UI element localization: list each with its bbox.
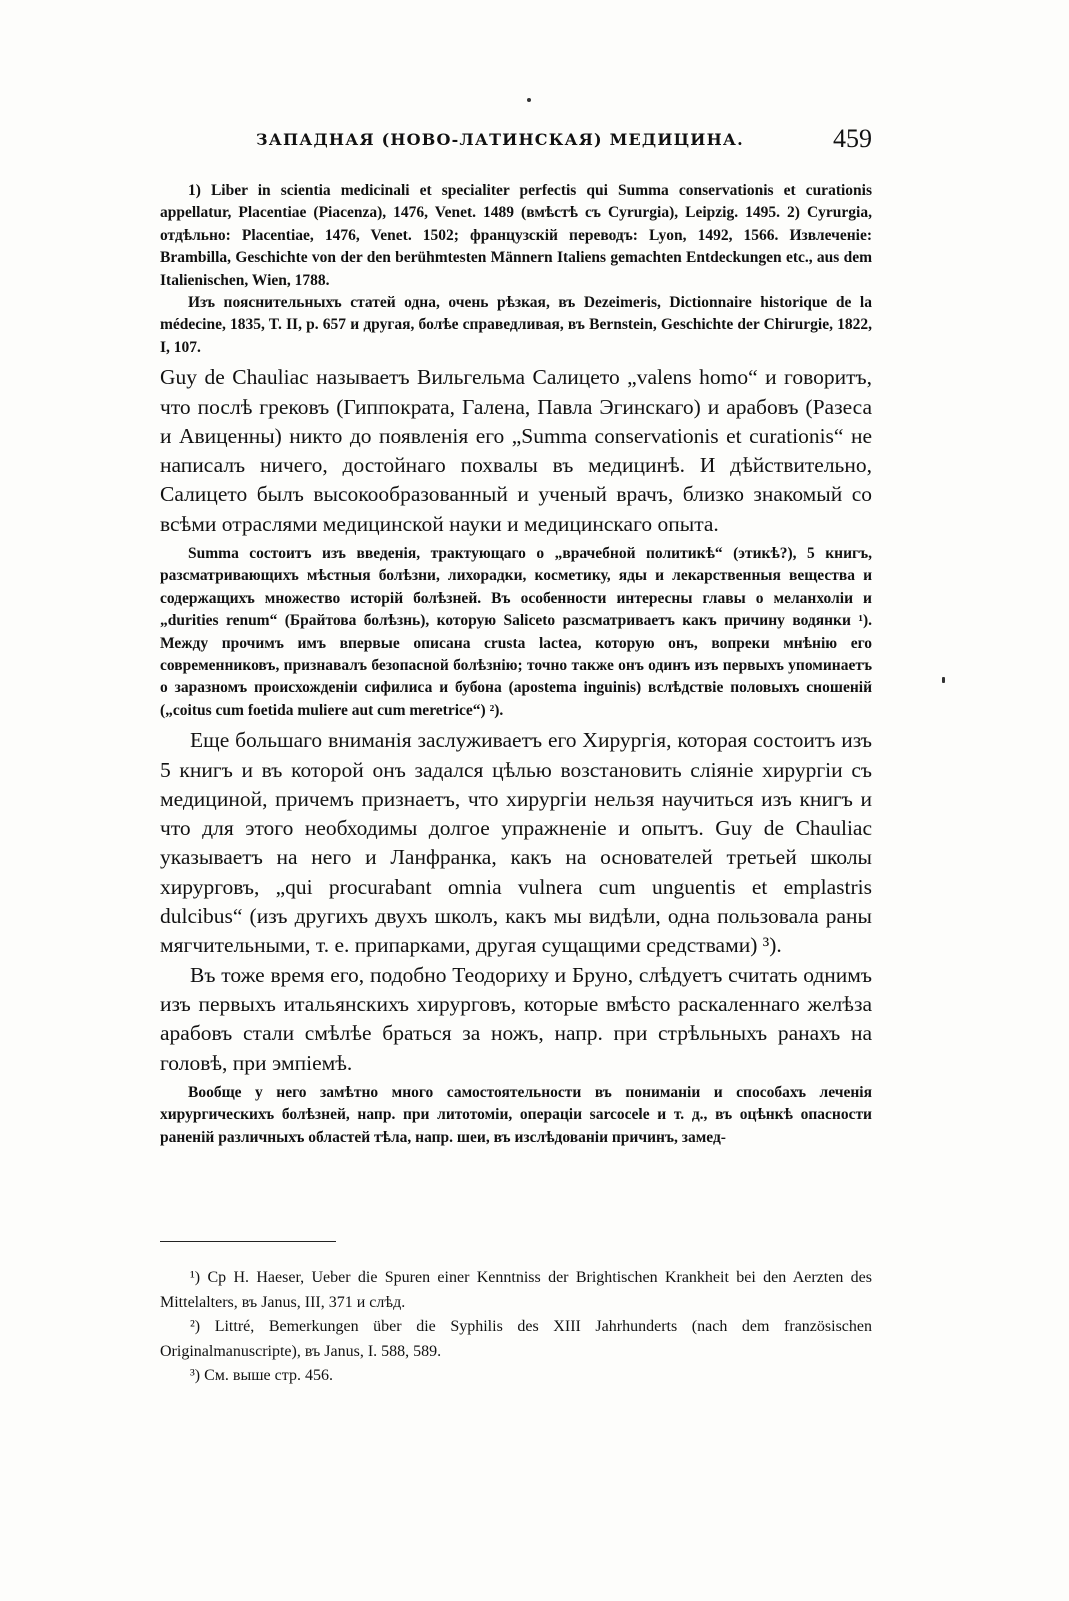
page-number: 459 bbox=[833, 124, 872, 153]
footnote-2: ²) Littré, Bemerkungen über die Syphilis des XIII Jahrhunderts (nach dem französischen Originalmanuscripte), въ Janus, I. 588, 589. bbox=[160, 1318, 872, 1360]
footnote-divider bbox=[160, 1241, 336, 1242]
main-text bbox=[160, 180, 872, 1149]
paragraph-summa: Summa состоитъ изъ введенія, трактующаго о „врачебной политикѣ“ (этикѣ?), 5 книгъ, разсматривающихъ мѣстныя болѣзни, лихорадки, косметику, яды и лекарственныя вещества и содержащихъ множество исторій болѣзней. Въ особенности интересны главы о меланхоліи и „durities renum“ (Брайтова болѣзнь), которую Saliceto разсматриваетъ какъ причину водянки ¹). Между прочимъ имъ впервые описана crusta lactea, которую онъ, вопреки мнѣнію его современниковъ, признавалъ безопасной болѣзнію; точно также онъ одинъ изъ первыхъ упоминаетъ о заразномъ происхожденіи сифилиса и бубона (apostema inguinis) вслѣдствіе половыхъ сношеній („coitus cum foetida muliere aut cum meretrice“) ²). bbox=[160, 545, 872, 719]
footnote-1: ¹) Ср H. Haeser, Ueber die Spuren einer Kenntniss der Brightischen Krankheit bei den Aerzten des Mittelalters, въ Janus, III, 371 и слѣд. bbox=[160, 1269, 872, 1311]
footnote-3: ³) См. выше стр. 456. bbox=[190, 1367, 333, 1384]
ink-speck bbox=[527, 98, 531, 102]
paragraph-commentaries: Изъ пояснительныхъ статей одна, очень рѣзкая, въ Dezeimeris, Dictionnaire historique de la médecine, 1835, T. II, p. 657 и другая, болѣе справедливая, въ Bernstein, Geschichte der Chirurgie, 1822, I, 107. bbox=[160, 294, 872, 356]
paragraph-chirurgia: Еще большаго вниманія заслуживаетъ его Хирургія, которая состоитъ изъ 5 книгъ и въ которой онъ задался цѣлью возстановить сліяніе хирургіи съ медициной, причемъ признаетъ, что хирургіи нельзя научиться изъ книгъ и что для этого необходимы долгое упражненіе и опытъ. Guy de Chauliac указываетъ на него и Ланфранка, какъ на основателей третьей школы хирурговъ, „qui procurabant omnia vulnera cum unguentis et emplastris dulcibus“ (изъ другихъ двухъ школъ, какъ мы видѣли, одна пользовала раны мягчительными, т. е. припарками, другая сущащими средствами) ³). bbox=[160, 728, 872, 958]
running-title: ЗАПАДНАЯ (НОВО-ЛАТИНСКАЯ) МЕДИЦИНА. bbox=[256, 130, 744, 149]
page-header bbox=[160, 124, 872, 160]
paragraph-surgeons: Въ тоже время его, подобно Теодориху и Бруно, слѣдуетъ считать однимъ изъ первыхъ итальянскихъ хирурговъ, которые вмѣсто раскаленнаго желѣза арабовъ стали смѣлѣе браться за ножъ, напр. при стрѣльныхъ ранахъ на головѣ, при эмпіемѣ. bbox=[160, 962, 872, 1075]
ink-speck bbox=[942, 677, 945, 683]
paragraph-guy-de-chauliac: Guy de Chauliac называетъ Вильгельма Салицето „valens homo“ и говоритъ, что послѣ грековъ (Гиппократа, Галена, Павла Эгинскаго) и арабовъ (Разеса и Авиценны) никто до появленія его „Summa conservationis et curationis“ не написалъ ничего, достойнаго похвалы въ медицинѣ. И дѣйствительно, Салицето былъ высокообразованный и ученый врачъ, близко знакомый со всѣми отраслями медицинской науки и медицинскаго опыта. bbox=[160, 365, 872, 536]
paragraph-editions: 1) Liber in scientia medicinali et specialiter perfectis qui Summa conservationis et curationis appellatur, Placentiae (Piacenza), 1476, Venet. 1489 (вмѣстѣ съ Cyrurgia), Leipzig. 1495. 2) Cyrurgia, отдѣльно: Placentiae, 1476, Venet. 1502; французскій переводъ: Lyon, 1492, 1566. Извлеченіе: Brambilla, Geschichte von der den berühmtesten Männern Italiens gemachten Entdeckungen etc., aus dem Italienischen, Wien, 1788. bbox=[160, 182, 872, 289]
footnotes bbox=[160, 1266, 872, 1389]
paragraph-independence: Вообще у него замѣтно много самостоятельности въ пониманіи и способахъ леченія хирургическихъ болѣзней, напр. при литотоміи, операціи sarcocele и т. д., въ оцѣнкѣ опасности раненій различныхъ областей тѣла, напр. шеи, въ изслѣдованіи причинъ, замед- bbox=[160, 1083, 872, 1146]
